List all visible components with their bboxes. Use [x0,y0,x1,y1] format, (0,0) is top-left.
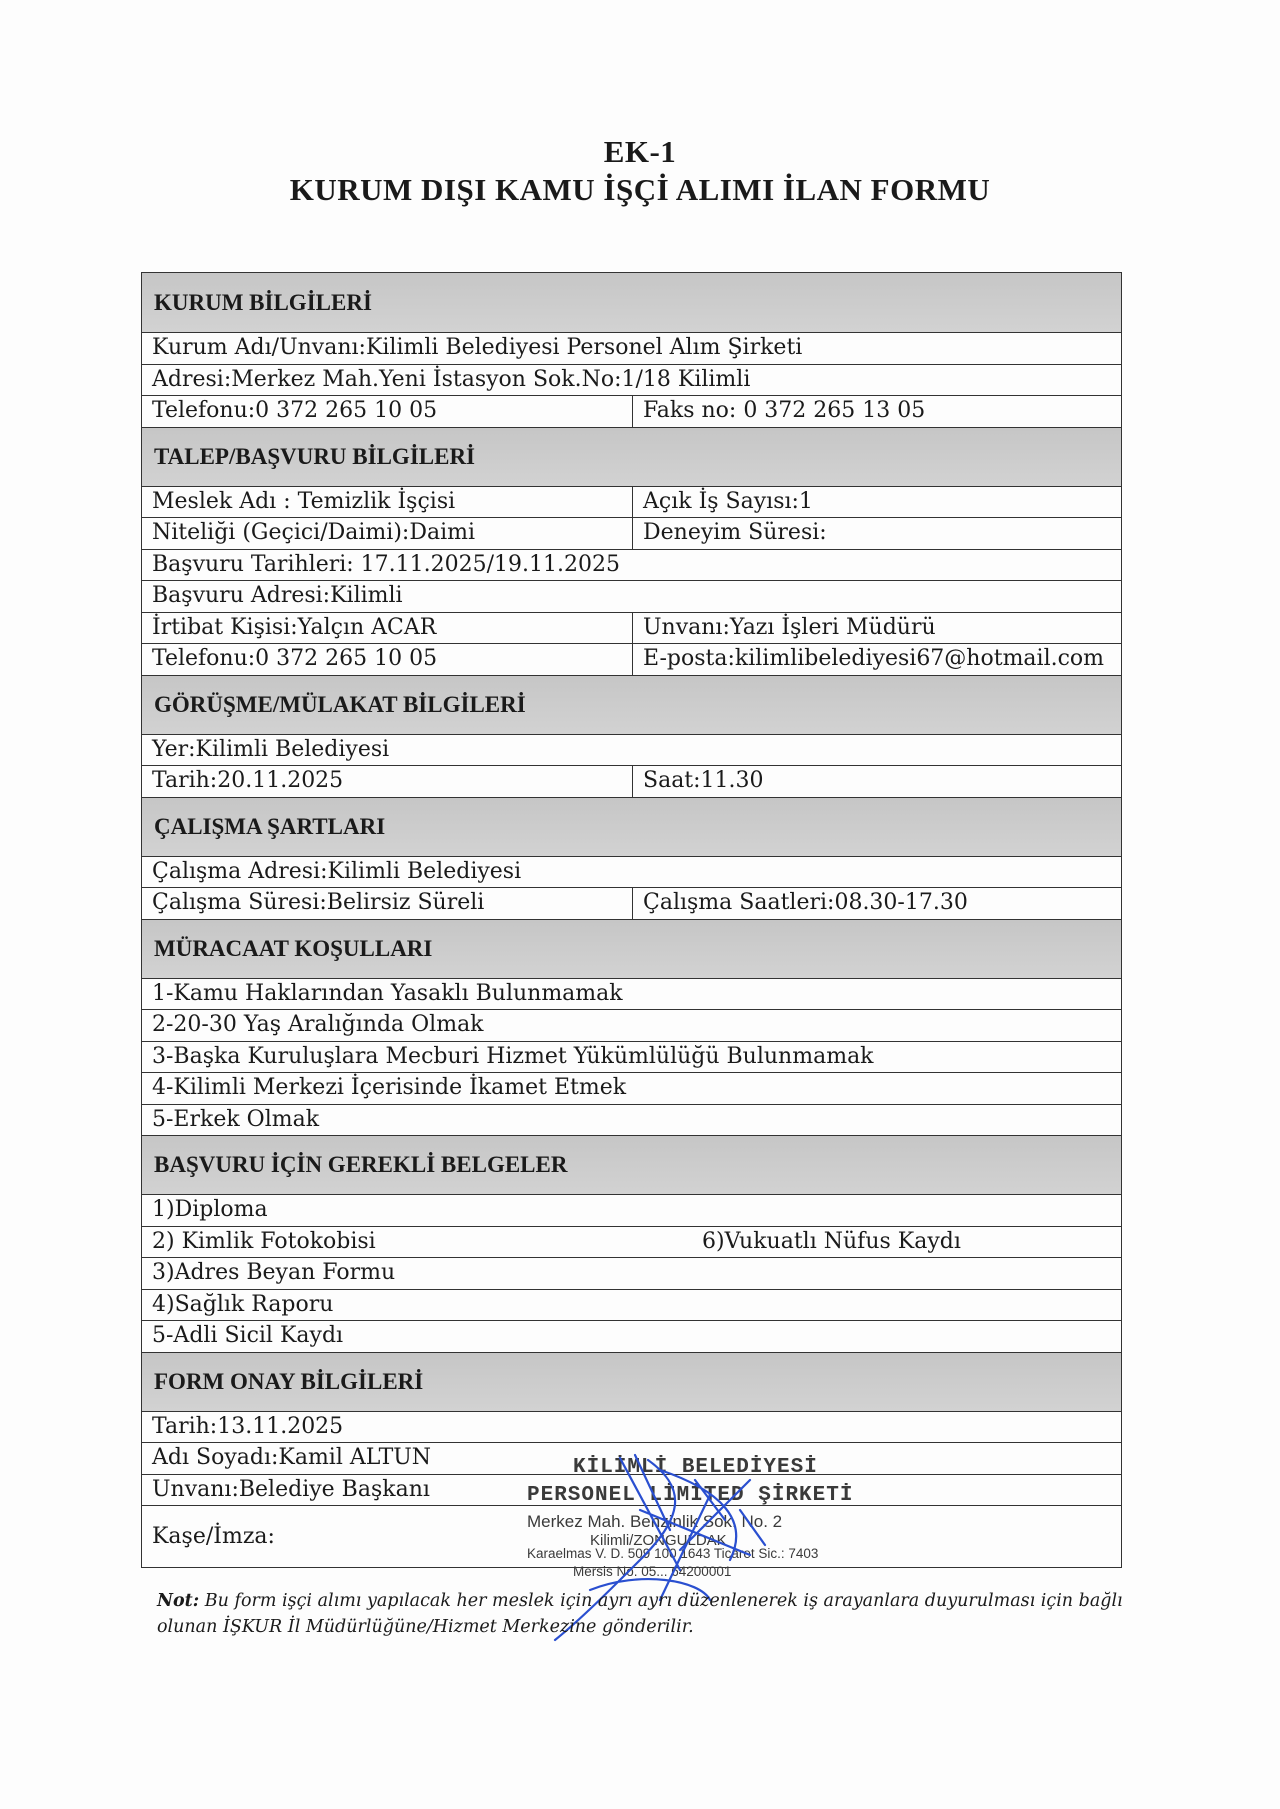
list-item [142,1009,1121,1041]
section-belgeler: BAŞVURU İÇİN GEREKLİ BELGELER [142,1135,1121,1194]
list-item [142,1104,1121,1136]
section-muracaat: MÜRACAAT KOŞULLARI [142,919,1121,978]
contact-phone: Telefonu:0 372 265 10 05 [142,644,633,675]
footnote-label: Not: [157,1591,200,1611]
condition-2: 2-20-30 Yaş Aralığında Olmak [152,1012,484,1037]
list-item [142,1072,1121,1104]
document-5: 5-Adli Sicil Kaydı [152,1323,344,1348]
work-duration: Çalışma Süresi:Belirsiz Süreli [142,888,633,919]
approval-date: Tarih:13.11.2025 [152,1413,344,1439]
condition-3: 3-Başka Kuruluşlara Mecburi Hizmet Yükümlülüğü Bulunmamak [152,1043,874,1069]
form-row [142,1411,1121,1443]
interview-time: Saat:11.30 [643,768,764,793]
document-6: 6)Vukuatlı Nüfus Kaydı [702,1228,961,1254]
stamp-line-6: Mersis No. 05... 64200001 [573,1564,732,1579]
form-row [142,887,1121,919]
form-row [142,486,1121,518]
work-hours: Çalışma Saatleri:08.30-17.30 [643,890,968,915]
stamp-line-1: KİLİMLİ BELEDİYESİ [573,1456,818,1479]
form-row [142,856,1121,888]
profession: Meslek Adı : Temizlik İşçisi [142,487,633,518]
application-address: Başvuru Adresi:Kilimli [152,583,403,608]
form-row [142,549,1121,581]
document-1: 1)Diploma [152,1197,268,1222]
institution-fax: Faks no: 0 372 265 13 05 [643,398,926,423]
interview-place: Yer:Kilimli Belediyesi [152,736,390,762]
section-calisma: ÇALIŞMA ŞARTLARI [142,797,1121,856]
list-item [142,1194,1121,1226]
form-row [142,580,1121,612]
form-row [142,612,1121,644]
list-item [142,1226,1121,1258]
stamp-line-2: PERSONEL LİMİTED ŞİRKETİ [527,1484,854,1507]
institution-phone: Telefonu:0 372 265 10 05 [142,396,633,427]
approver-name: Adı Soyadı:Kamil ALTUN [152,1445,432,1470]
list-item [142,1320,1121,1352]
condition-4: 4-Kilimli Merkezi İçerisinde İkamet Etmek [152,1075,627,1100]
form-row [142,765,1121,797]
document-2: 2) Kimlik Fotokobisi [152,1228,376,1254]
stamp-line-3: Merkez Mah. Benzinlik Sok. No. 2 [527,1512,783,1531]
experience: Deneyim Süresi: [643,520,827,545]
document-3: 3)Adres Beyan Formu [152,1260,396,1285]
contact-person: İrtibat Kişisi:Yalçın ACAR [142,613,633,644]
contact-title: Unvanı:Yazı İşleri Müdürü [643,614,936,640]
list-item [142,978,1121,1010]
form-row [142,395,1121,427]
stamp-line-4: Kilimli/ZONGULDAK [590,1532,727,1549]
document-4: 4)Sağlık Raporu [152,1291,334,1317]
form-row [142,517,1121,549]
footnote [157,1588,1147,1640]
institution-address: Adresi:Merkez Mah.Yeni İstasyon Sok.No:1/18 Kilimli [152,366,751,392]
list-item [142,1257,1121,1289]
section-gorusme: GÖRÜŞME/MÜLAKAT BİLGİLERİ [142,675,1121,734]
form-row [142,643,1121,675]
open-jobs: Açık İş Sayısı:1 [643,488,813,514]
form-row [142,332,1121,364]
form-title: KURUM DIŞI KAMU İŞÇİ ALIMI İLAN FORMU [289,172,991,207]
announcement-form [141,272,1122,1568]
contact-email: E-posta:kilimlibelediyesi67@hotmail.com [643,646,1105,671]
condition-5: 5-Erkek Olmak [152,1106,320,1132]
work-address: Çalışma Adresi:Kilimli Belediyesi [152,858,522,884]
form-row [142,734,1121,766]
application-dates: Başvuru Tarihleri: 17.11.2025/19.11.2025 [152,551,621,577]
list-item [142,1289,1121,1321]
stamp-signature-label: Kaşe/İmza: [152,1524,275,1549]
section-onay: FORM ONAY BİLGİLERİ [142,1352,1121,1411]
section-talep: TALEP/BAŞVURU BİLGİLERİ [142,427,1121,486]
approver-title: Unvanı:Belediye Başkanı [152,1476,430,1502]
institution-name: Kurum Adı/Unvanı:Kilimli Belediyesi Personel Alım Şirketi [152,335,803,360]
job-nature: Niteliği (Geçici/Daimi):Daimi [142,518,633,549]
form-row [142,364,1121,396]
list-item [142,1041,1121,1073]
section-kurum: KURUM BİLGİLERİ [142,273,1121,332]
annex-label: EK-1 [603,134,677,169]
stamp-line-5: Karaelmas V. D. 509 100 1643 Ticaret Sic.: 7403 [527,1546,819,1561]
interview-date: Tarih:20.11.2025 [142,766,633,797]
condition-1: 1-Kamu Haklarından Yasaklı Bulunmamak [152,980,623,1006]
footnote-text: Bu form işçi alımı yapılacak her meslek için ayrı ayrı düzenlenerek iş arayanlara duyurulması için bağlı olunan İŞKUR İl Müdürlüğüne/Hizmet Merkezine gönderilir. [157,1591,1123,1637]
